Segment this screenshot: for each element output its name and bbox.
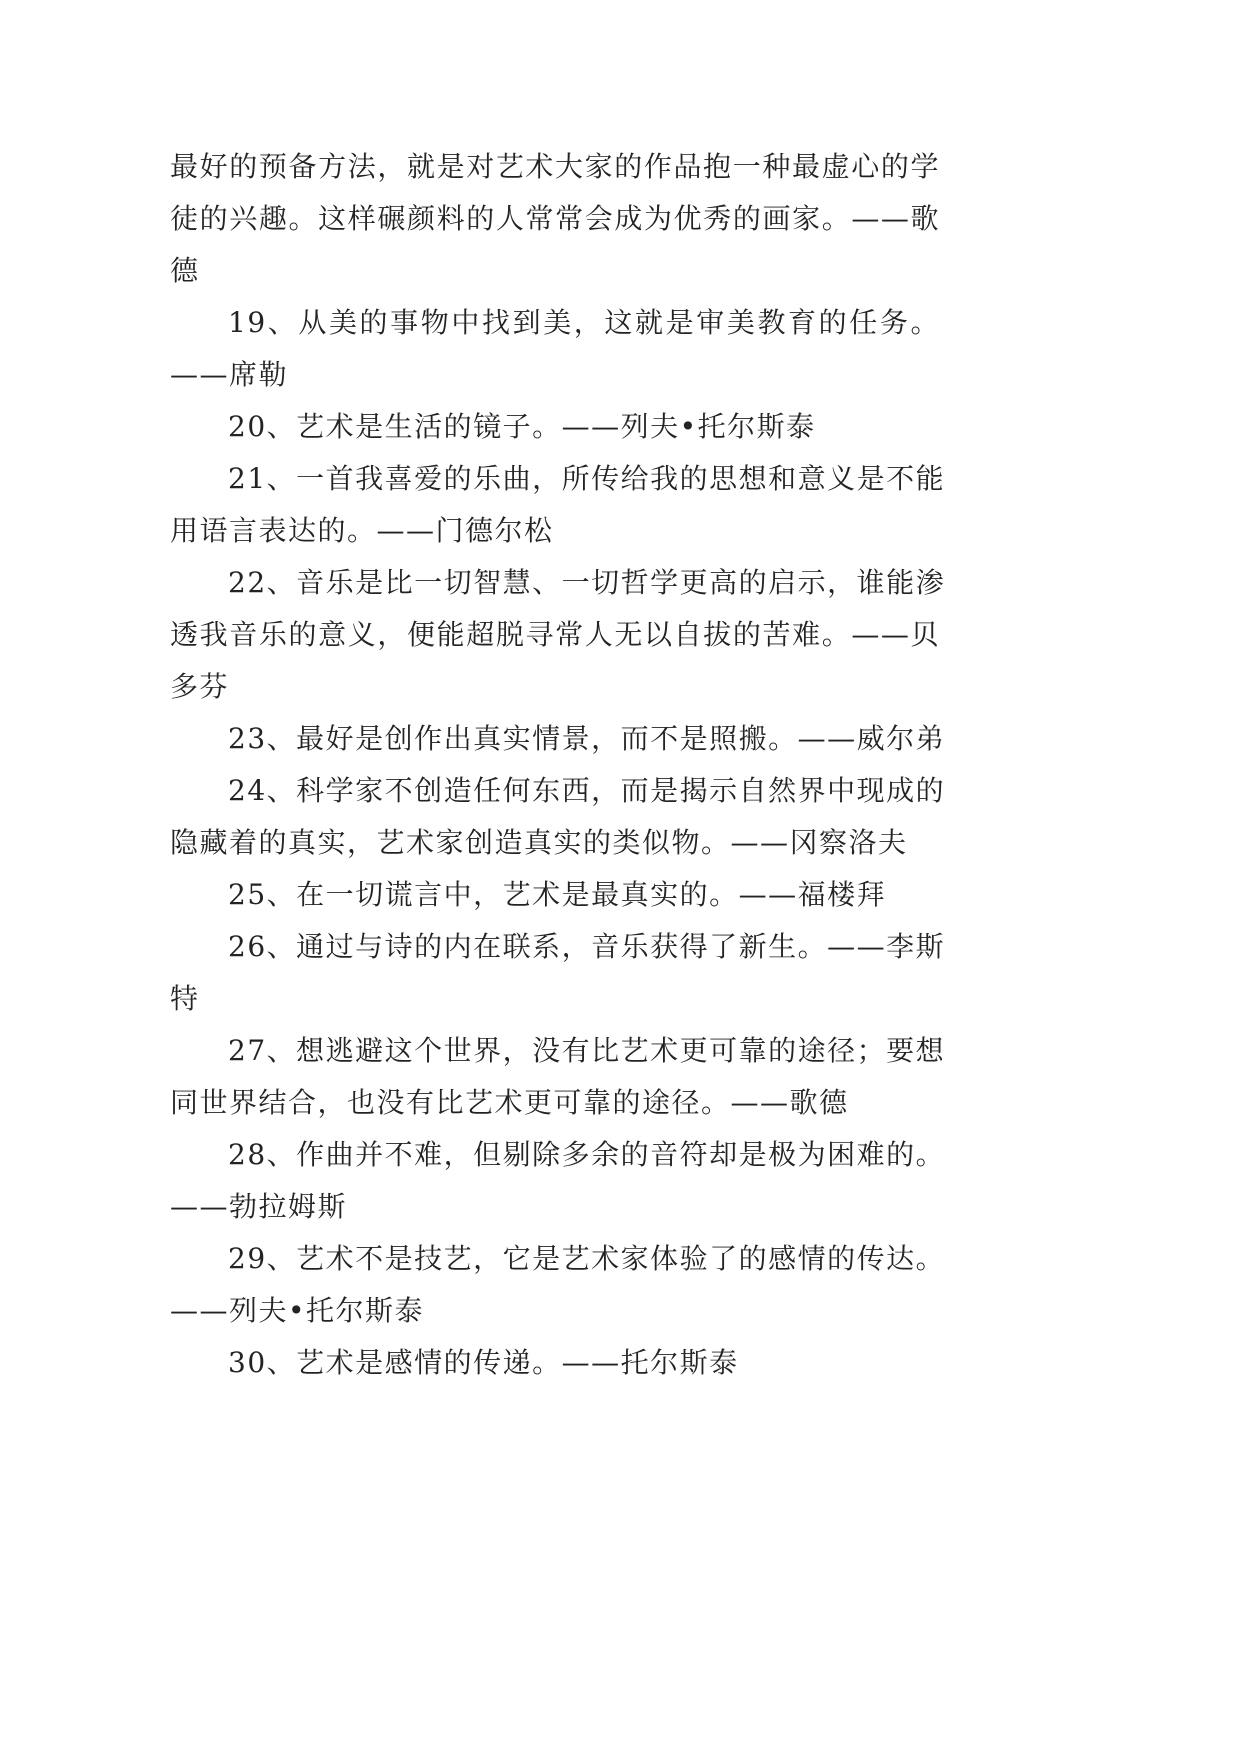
text-line: 26、通过与诗的内在联系，音乐获得了新生。——李斯 bbox=[228, 930, 946, 963]
quote-paragraph bbox=[170, 1233, 946, 1337]
quote-paragraph bbox=[170, 401, 940, 453]
quote-paragraph bbox=[170, 869, 940, 921]
text-line: 23、最好是创作出真实情景，而不是照搬。——威尔弟 bbox=[228, 722, 946, 755]
text-line: 透我音乐的意义，便能超脱寻常人无以自拔的苦难。——贝 bbox=[170, 618, 940, 651]
quote-paragraph bbox=[170, 921, 946, 1025]
text-line: 最好的预备方法，就是对艺术大家的作品抱一种最虚心的学 bbox=[170, 150, 940, 183]
text-line: ——列夫•托尔斯泰 bbox=[170, 1294, 425, 1327]
text-line: 用语言表达的。——门德尔松 bbox=[170, 514, 554, 547]
quote-paragraph bbox=[170, 1337, 940, 1389]
quote-paragraph bbox=[170, 713, 946, 765]
text-line: 徒的兴趣。这样碾颜料的人常常会成为优秀的画家。——歌 bbox=[170, 202, 940, 235]
text-line: 特 bbox=[170, 982, 200, 1015]
quote-paragraph bbox=[170, 141, 940, 297]
text-line: ——勃拉姆斯 bbox=[170, 1190, 348, 1223]
text-line: 27、想逃避这个世界，没有比艺术更可靠的途径；要想 bbox=[228, 1034, 946, 1067]
text-line: 隐藏着的真实，艺术家创造真实的类似物。——冈察洛夫 bbox=[170, 826, 908, 859]
document-body bbox=[170, 141, 946, 1389]
text-line: 24、科学家不创造任何东西，而是揭示自然界中现成的 bbox=[228, 774, 946, 807]
quote-paragraph bbox=[170, 765, 946, 869]
quote-paragraph bbox=[170, 453, 946, 557]
text-line: 21、一首我喜爱的乐曲，所传给我的思想和意义是不能 bbox=[228, 462, 946, 495]
quote-paragraph bbox=[170, 1129, 946, 1233]
text-line: 29、艺术不是技艺，它是艺术家体验了的感情的传达。 bbox=[228, 1242, 946, 1275]
text-line: 22、音乐是比一切智慧、一切哲学更高的启示，谁能渗 bbox=[228, 566, 946, 599]
text-line: 德 bbox=[170, 254, 200, 287]
text-line: ——席勒 bbox=[170, 358, 289, 391]
quote-paragraph bbox=[170, 1025, 946, 1129]
text-line: 25、在一切谎言中，艺术是最真实的。——福楼拜 bbox=[228, 878, 887, 911]
text-line: 多芬 bbox=[170, 670, 230, 703]
text-line: 28、作曲并不难，但剔除多余的音符却是极为困难的。 bbox=[228, 1138, 946, 1171]
text-line: 30、艺术是感情的传递。——托尔斯泰 bbox=[228, 1346, 739, 1379]
quote-paragraph bbox=[170, 557, 946, 713]
text-line: 同世界结合，也没有比艺术更可靠的途径。——歌德 bbox=[170, 1086, 849, 1119]
quote-paragraph bbox=[170, 297, 940, 401]
text-line: 20、艺术是生活的镜子。——列夫•托尔斯泰 bbox=[228, 410, 816, 443]
text-line: 19、从美的事物中找到美，这就是审美教育的任务。 bbox=[228, 306, 940, 339]
